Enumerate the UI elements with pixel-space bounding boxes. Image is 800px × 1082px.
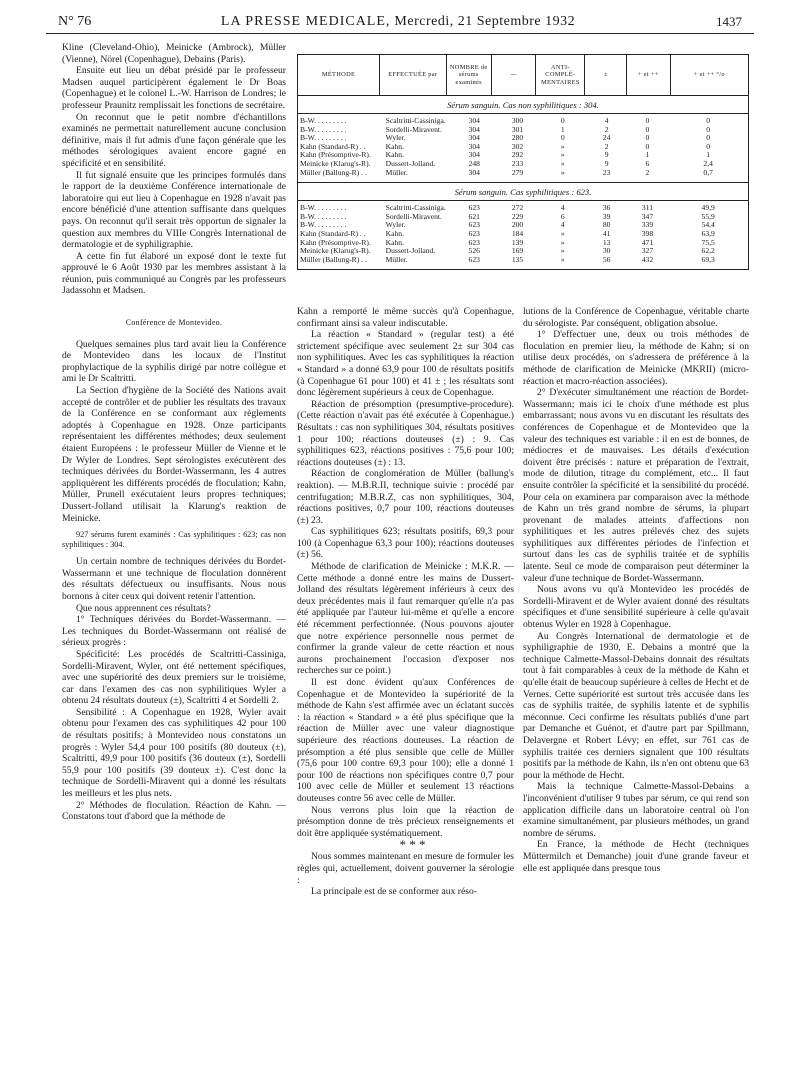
- paragraph: La réaction « Standard » (regular test) a été strictement spécifique avec seulement 2± sur 304 cas non syphilitiques. Avec les cas syphilitiques la réaction « Standard » a donné 63,9 pour 100 de résultats positifs (à Copenhague 61 pour 100) et 41 ± ; les résultats sont donc légèrement supérieurs à ceux de Copenhague.: [297, 329, 514, 399]
- table-header-cell: ±: [585, 55, 627, 95]
- table-cell: Kahn (Présomptive-R).: [300, 151, 371, 160]
- table-cell: Kahn.: [385, 238, 404, 247]
- table-cell: 30: [602, 247, 611, 256]
- table-header-cell: EFFECTUÉE par: [380, 55, 446, 95]
- table-cell: Dussert-Jolland.: [385, 247, 436, 256]
- table-cell: 0: [706, 125, 711, 134]
- table-cell: 56: [602, 255, 611, 264]
- table-cell: Kahn.: [385, 142, 404, 151]
- paragraph: Cas syphilitiques 623; résultats positifs, 69,3 pour 100 (à Copenhague 63,3 pour 100); réactions douteuses (±) 56.: [297, 526, 514, 561]
- table-cell: 623: [468, 221, 480, 230]
- paragraph: 2° D'exécuter simultanément une réaction de Bordet-Wassermann; mais ici le choix d'une méthode est plus embarrassant; nous avons vu en discutant les résultats des conférences de Copenhague et de Montevideo que la valeur des techniques est variable : il en est de bonnes, de médiocres et de mauvaises. Les détails d'exécution doivent être précisés : nature et préparation de l'extrait, mode de dilution, titrage du complément, etc... Il faut ensuite contrôler la spécificité et la sensibilité du procédé. Pour cela on examinera par comparaison avec la méthode de Kahn un très grand nombre de sérums, la plupart provenant de malades atteints d'affections non syphilitiques et les autres prélevés chez des sujets syphilitiques aux différentes périodes de l'infection et surtout dans les cas de syphilis traitée et de syphilis latente. Seul ce mode de comparaison peut déterminer la valeur d'une technique de Bordet-Wassermann.: [523, 387, 749, 584]
- table-row: [298, 204, 748, 213]
- table-cell: B-W. . . . . . . . .: [300, 125, 347, 134]
- table-cell: Kahn.: [385, 151, 404, 160]
- paragraph: Mais la technique Calmette-Massol-Debains a l'inconvénient d'utiliser 9 tubes par sérum, ce qui rend son application difficile dans un laboratoire central où l'on examine simultanément, par plusieurs méthodes, un grand nombre de sérums.: [523, 781, 749, 839]
- table-cell: B-W. . . . . . . . .: [300, 204, 347, 213]
- table-cell: Wyler.: [385, 134, 406, 143]
- table-cell: 0: [706, 117, 711, 125]
- table-cell: 304: [468, 142, 480, 151]
- table-cell: 280: [511, 134, 524, 143]
- table-cell: Wyler.: [385, 221, 406, 230]
- paragraph: Nous verrons plus loin que la réaction de présomption donne de très précieux renseignements et doit être appliquée systématiquement.: [297, 804, 514, 839]
- table-cell: 0: [560, 134, 565, 143]
- table-cell: 0,7: [703, 168, 713, 177]
- table-cell: 36: [602, 204, 611, 213]
- table-cell: 139: [511, 238, 524, 247]
- paragraph: Kahn a remporté le même succès qu'à Copenhague, confirmant ainsi sa valeur indiscutable.: [297, 306, 514, 329]
- table-row: [298, 151, 748, 160]
- table-cell: Kahn.: [385, 229, 404, 238]
- table-cell: 623: [468, 229, 480, 238]
- table-cell: 41: [602, 229, 611, 238]
- paragraph: Réaction de conglomération de Müller (ballung's reaktion). — M.B.R.II, technique suivie : procédé par centrifugation; M.B.R.Z, cas non syphilitiques, 304, réactions positives, 0,7 pour 100, réactions douteuses (±) 23.: [297, 468, 514, 526]
- table-cell: 0: [706, 142, 711, 151]
- table-cell: 304: [468, 117, 480, 125]
- table-section-title: Sérum sanguin. Cas syphilitiques : 623.: [298, 182, 748, 201]
- table-cell: 1: [560, 125, 565, 134]
- table-cell: 0: [645, 117, 650, 125]
- table-cell: »: [560, 247, 565, 256]
- column-middle: [297, 306, 514, 898]
- table-cell: 24: [602, 134, 611, 143]
- paragraph: Il est donc évident qu'aux Conférences de Copenhague et de Montevideo la supériorité de la méthode de Kahn s'est affirmée avec un éclatant succès : la réaction « Standard » a été plus spécifique que la réaction de Müller avec une valeur diagnostique supérieure des réactions douteuses. La réaction de présomption a été plus sensible que celle de Müller (75,6 pour 100 contre 69,3 pour 100); elle a donné 1 pour 100 de réactions non spécifiques contre 0,7 pour 100 avec celle de Müller et seulement 13 réactions douteuses contre 56 avec celle de Müller.: [297, 677, 514, 804]
- table-header-cell: + et ++ °/o: [693, 71, 725, 79]
- table-cell: »: [560, 238, 565, 247]
- table-cell: 311: [641, 204, 653, 213]
- table-cell: »: [560, 168, 565, 177]
- table-cell: Meinicke (Klarug's-R).: [300, 159, 371, 168]
- paragraph: Ensuite eut lieu un débat présidé par le professeur Madsen auquel participèrent également le Dr Boas (Copenhague) et le colonel L.-W. Harrison de Londres; le professeur Praunitz remplissait les fonctions de secrétaire.: [62, 65, 286, 111]
- paragraph: A cette fin fut élaboré un exposé dont le texte fut approuvé le 6 Août 1930 par les membres assistant à la réunion, puis communiqué au Congrès par les professeurs Jadassohn et Madsen.: [62, 250, 286, 297]
- paragraph: 1° D'effectuer une, deux ou trois méthodes de floculation en premier lieu, la méthode de Kahn; si on utilise deux procédés, on s'adressera de préférence à la méthode de clarification de Meinicke (MKRII) (micro-réaction et macro-réaction associées).: [523, 329, 749, 387]
- column-right: [523, 306, 749, 874]
- table-cell: 2,4: [703, 159, 713, 168]
- table-cell: 304: [468, 168, 480, 177]
- header-rule: [46, 33, 754, 34]
- table-row: [298, 256, 748, 265]
- table-row: [298, 126, 748, 135]
- table-cell: Müller.: [385, 255, 408, 264]
- table-cell: 0: [645, 142, 650, 151]
- paragraph: La Section d'hygiène de la Société des Nations avait accepté de contrôler et de publier les résultats des travaux de la Conférence en se conformant aux règlements adoptés à Copenhague en 1928. Onze participants représentaient les différentes méthodes; deux seulement étaient Européens : le professeur Müller de Vienne et le Dr Wyler de Londres. Sept sérologistes exécutèrent des techniques dérivées du Bordet-Wassermann, les 4 autres appliquèrent les différents procédés de floculation; Kahn, Müller, Prunell exécutaient leurs propres techniques; Dussert-Jolland utilisait la Klarung's reaktion de Meinicke.: [62, 385, 286, 524]
- table-cell: 621: [468, 212, 480, 221]
- paragraph: Que nous apprennent ces résultats?: [76, 602, 211, 614]
- table-cell: 0: [706, 134, 711, 143]
- paragraph: En France, la méthode de Hecht (techniques Müttermilch et Demanche) jouit d'une grande faveur et elle est appliquée dans presque tous: [523, 839, 749, 874]
- section-separator: * * *: [399, 837, 426, 853]
- table-row: [298, 230, 748, 239]
- table-row: [298, 169, 748, 178]
- paragraph: Kline (Cleveland-Ohio), Meinicke (Ambrock), Müller (Vienne), Nörel (Copenhague), Debains (Paris).: [62, 42, 286, 65]
- table-cell: Scaltritti-Cassiniga.: [385, 204, 446, 213]
- table-cell: 0: [645, 125, 650, 134]
- table-cell: 0: [645, 134, 650, 143]
- issue-number: N° 76: [58, 14, 92, 29]
- table-cell: 279: [511, 168, 524, 177]
- paragraph: Au Congrès International de dermatologie et de syphiligraphie de 1930, E. Debains a montré que la technique Calmette-Massol-Debains donnait des résultats tout à fait comparables à ceux de la méthode de Kahn et qu'elle était de beaucoup supérieure à celles de Hecht et de Vernes. Cette supériorité est surtout très accusée dans les cas de syphilis traitée, de syphilis latente et de syphilis méconnue. Ceci confirme les résultats publiés d'une part par Demanche et Guénot, et d'autre part par Spillmann, Delavergne et Robert Lévy; en effet, sur 761 cas de syphilis traitée ces derniers signalent que 100 résultats positifs par la méthode de Kahn, ils n'en ont obtenu que 63 pour la méthode de Hecht.: [523, 630, 749, 781]
- table-cell: 39: [602, 212, 611, 221]
- table-cell: 62,2: [701, 247, 715, 256]
- table-row: [298, 117, 748, 126]
- paragraph: Nous avons vu qu'à Montevideo les procédés de Sordelli-Miravent et de Wyler avaient donné des résultats spécifiques et d'une sensibilité supérieure à celle qu'avait obtenus Wyler en 1928 à Copenhague.: [523, 584, 749, 631]
- table-cell: 248: [468, 159, 480, 168]
- table-header-cell: + et ++: [627, 55, 671, 95]
- table-header-cell: ANTI-COMPLÉ-MENTAIRES: [536, 55, 585, 95]
- table-cell: »: [560, 151, 565, 160]
- table-cell: B-W. . . . . . . . .: [300, 134, 347, 143]
- table-cell: »: [560, 255, 565, 264]
- table-cell: Kahn (Présomptive-R).: [300, 238, 371, 247]
- table-cell: 623: [468, 238, 480, 247]
- table-cell: 80: [602, 221, 611, 230]
- table-cell: 6: [560, 212, 565, 221]
- table-cell: 339: [641, 221, 654, 230]
- table-cell: Scaltritti-Cassiniga.: [385, 117, 446, 125]
- table-cell: 304: [468, 125, 480, 134]
- table-cell: 69,3: [701, 255, 715, 264]
- table-cell: 302: [511, 142, 524, 151]
- table-cell: Sordelli-Miravent.: [385, 125, 442, 134]
- paragraph: Réaction de présomption (presumptive-procedure). (Cette réaction n'avait pas été exécutée à Copenhague.) Résultats : cas non syphilitiques 304, résultats positives 1 pour 100; réactions douteuses (±) : 9. Cas syphilitiques 623, réactions positives : 75,6 pour 100; réactions douteuses (±) : 13.: [297, 398, 514, 468]
- table-cell: 304: [468, 151, 480, 160]
- table-cell: 135: [511, 255, 524, 264]
- table-cell: 1: [706, 151, 711, 160]
- table-cell: Müller (Ballung-R) . .: [300, 255, 367, 264]
- table-cell: B-W. . . . . . . . .: [300, 212, 347, 221]
- table-cell: 432: [641, 255, 654, 264]
- table-cell: 347: [641, 212, 654, 221]
- table-cell: 49,9: [701, 204, 715, 213]
- table-cell: »: [560, 142, 565, 151]
- table-section-title: Sérum sanguin. Cas non syphilitiques : 304.: [298, 96, 748, 114]
- table-cell: 304: [468, 134, 480, 143]
- table-cell: 63,9: [701, 229, 715, 238]
- paragraph: Quelques semaines plus tard avait lieu la Conférence de Montevideo dans les locaux de l'Institut prophylactique de la syphilis dirigé par notre collègue et ami le Dr Scaltritti.: [62, 338, 286, 385]
- table-header: [298, 55, 748, 96]
- table-cell: 54,4: [701, 221, 715, 230]
- table-cell: 9: [604, 159, 609, 168]
- table-cell: 23: [602, 168, 611, 177]
- table-cell: 2: [604, 125, 609, 134]
- table-cell: 623: [468, 255, 480, 264]
- table-cell: 4: [604, 117, 609, 125]
- table-cell: 4: [560, 221, 565, 230]
- table-cell: 2: [645, 168, 650, 177]
- results-table: [297, 54, 749, 270]
- table-row: [298, 213, 748, 222]
- journal-title: [48, 14, 748, 30]
- table-cell: Dussert-Jolland.: [385, 159, 436, 168]
- table-cell: 229: [511, 212, 524, 221]
- table-cell: 6: [645, 159, 650, 168]
- table-row: [298, 134, 748, 143]
- table-cell: 2: [604, 142, 609, 151]
- table-cell: Meinicke (Klarug's-R).: [300, 247, 371, 256]
- table-cell: 9: [604, 151, 609, 160]
- table-header-cell: —: [492, 55, 536, 95]
- table-cell: Müller.: [385, 168, 408, 177]
- table-cell: 200: [511, 221, 524, 230]
- issue-date: Mercredi, 21 Septembre 1932: [394, 14, 576, 29]
- table-row: [298, 221, 748, 230]
- paragraph: Sensibilité : A Copenhague en 1928, Wyler avait obtenu pour l'examen des cas syphilitiques 42 pour 100 de résultats positifs; à Montevideo nous constatons un progrès : Wyler 54,4 pour 100 positifs (80 douteux (±), Scaltritti, 49,9 pour 100 positifs (36 douteux (±), Sordelli 55,9 pour 100 positifs (39 douteux ±). C'est donc la technique de Sordelli-Miravent qui a donné les résultats les meilleurs et les plus nets.: [62, 706, 286, 800]
- table-cell: 292: [511, 151, 524, 160]
- table-cell: 526: [468, 247, 480, 256]
- table-row: [298, 143, 748, 152]
- table-cell: 0: [560, 117, 565, 125]
- table-row: [298, 247, 748, 256]
- table-header-cell: NOMBRE de sérums examinés: [447, 55, 492, 95]
- table-cell: B-W. . . . . . . . .: [300, 117, 347, 125]
- table-cell: 13: [602, 238, 611, 247]
- table-cell: B-W. . . . . . . . .: [300, 221, 347, 230]
- table-row: [298, 160, 748, 169]
- table-cell: 55,9: [701, 212, 715, 221]
- table-cell: Müller (Ballung-R) . .: [300, 168, 367, 177]
- table-cell: 471: [641, 238, 654, 247]
- paragraph: Il fut signalé ensuite que les principes formulés dans le rapport de la deuxième Conférence internationale de laboratoire qui eut lieu à Copenhague en 1928 n'avait pas encore bénéficié d'une attention suffisante dans quelques pays. On reconnut qu'il serait très opportun de signaler la question aux membres du VIIIe Congrès International de dermatologie et de syphiligraphie.: [62, 169, 286, 251]
- paragraph: Un certain nombre de techniques dérivées du Bordet-Wassermann et une technique de floculation donnèrent des résultats défectueux ou insuffisants. Nous nous bornons à citer ceux qui doivent retenir l'attention.: [62, 556, 286, 602]
- table-cell: 398: [641, 229, 654, 238]
- paragraph: Méthode de clarification de Meinicke : M.K.R. — Cette méthode a donné entre les mains de Dussert-Jolland des résultats légèrement inférieurs à ceux des deux précédentes mais il faut remarquer qu'elle n'a pas été appliquée par l'auteur lui-même et qu'elle a encore été récemment perfectionnée. (Nous pouvons ajouter que notre expérience personnelle nous permet de confirmer la grande valeur de cette réaction et nous aurons prochainement l'occasion d'exposer nos recherches sur ce point.): [297, 561, 514, 677]
- table-section-body: [298, 201, 748, 269]
- table-cell: 233: [511, 159, 524, 168]
- paragraph: Spécificité: Les procédés de Scaltritti-Cassiniga, Sordelli-Miravent, Wyler, ont été nettement spécifiques, avec une supériorité des deux premiers sur le troisième, car dans l'examen des cas non syphilitiques Wyler a obtenu 24 résultats douteux (±), Scaltritti 4 et Sordelli 2.: [62, 648, 286, 707]
- table-cell: 272: [511, 204, 524, 213]
- table-cell: 184: [511, 229, 524, 238]
- table-cell: 301: [511, 125, 524, 134]
- table-cell: 327: [641, 247, 654, 256]
- table-cell: Sordelli-Miravent.: [385, 212, 442, 221]
- table-cell: 4: [560, 204, 565, 213]
- journal-name: LA PRESSE MEDICALE,: [220, 14, 391, 29]
- note: 927 sérums furent examinés : Cas syphilitiques : 623; cas non syphilitiques : 304.: [62, 530, 286, 550]
- page-number: 1437: [716, 14, 742, 29]
- paragraph: Nous sommes maintenant en mesure de formuler les règles qui, actuellement, doivent gouverner la sérologie :: [297, 851, 514, 886]
- column-left: [62, 42, 286, 823]
- paragraph: lutions de la Conférence de Copenhague, véritable charte du sérologiste. Par conséquent, obligation absolue.: [523, 306, 749, 329]
- table-row: [298, 239, 748, 248]
- table-cell: Kahn (Standard-R) . .: [300, 142, 366, 151]
- section-heading: Conférence de Montevideo.: [125, 318, 223, 328]
- table-cell: »: [560, 229, 565, 238]
- table-cell: »: [560, 159, 565, 168]
- table-cell: 1: [645, 151, 650, 160]
- table-cell: 75,5: [701, 238, 715, 247]
- paragraph: La principale est de se conformer aux réso-: [311, 886, 477, 898]
- paragraph: On reconnut que le petit nombre d'échantillons examinés ne permettait naturellement aucune conclusion définitive, mais il fut admis d'une façon générale que les méthodes sérologiques avaient encore gagné en spécificité et en sensibilité.: [62, 111, 286, 169]
- paragraph: 2° Méthodes de floculation. Réaction de Kahn. — Constatons tout d'abord que la méthode de: [62, 799, 286, 823]
- table-header-cell: MÉTHODE: [298, 55, 380, 95]
- table-cell: 300: [511, 117, 524, 125]
- table-cell: 169: [511, 247, 524, 256]
- table-cell: 623: [468, 204, 480, 213]
- table-cell: Kahn (Standard-R) . .: [300, 229, 366, 238]
- paragraph: 1° Techniques dérivées du Bordet-Wassermann. — Les techniques du Bordet-Wassermann ont réalisé de sérieux progrès :: [62, 614, 286, 649]
- table-section-body: [298, 114, 748, 182]
